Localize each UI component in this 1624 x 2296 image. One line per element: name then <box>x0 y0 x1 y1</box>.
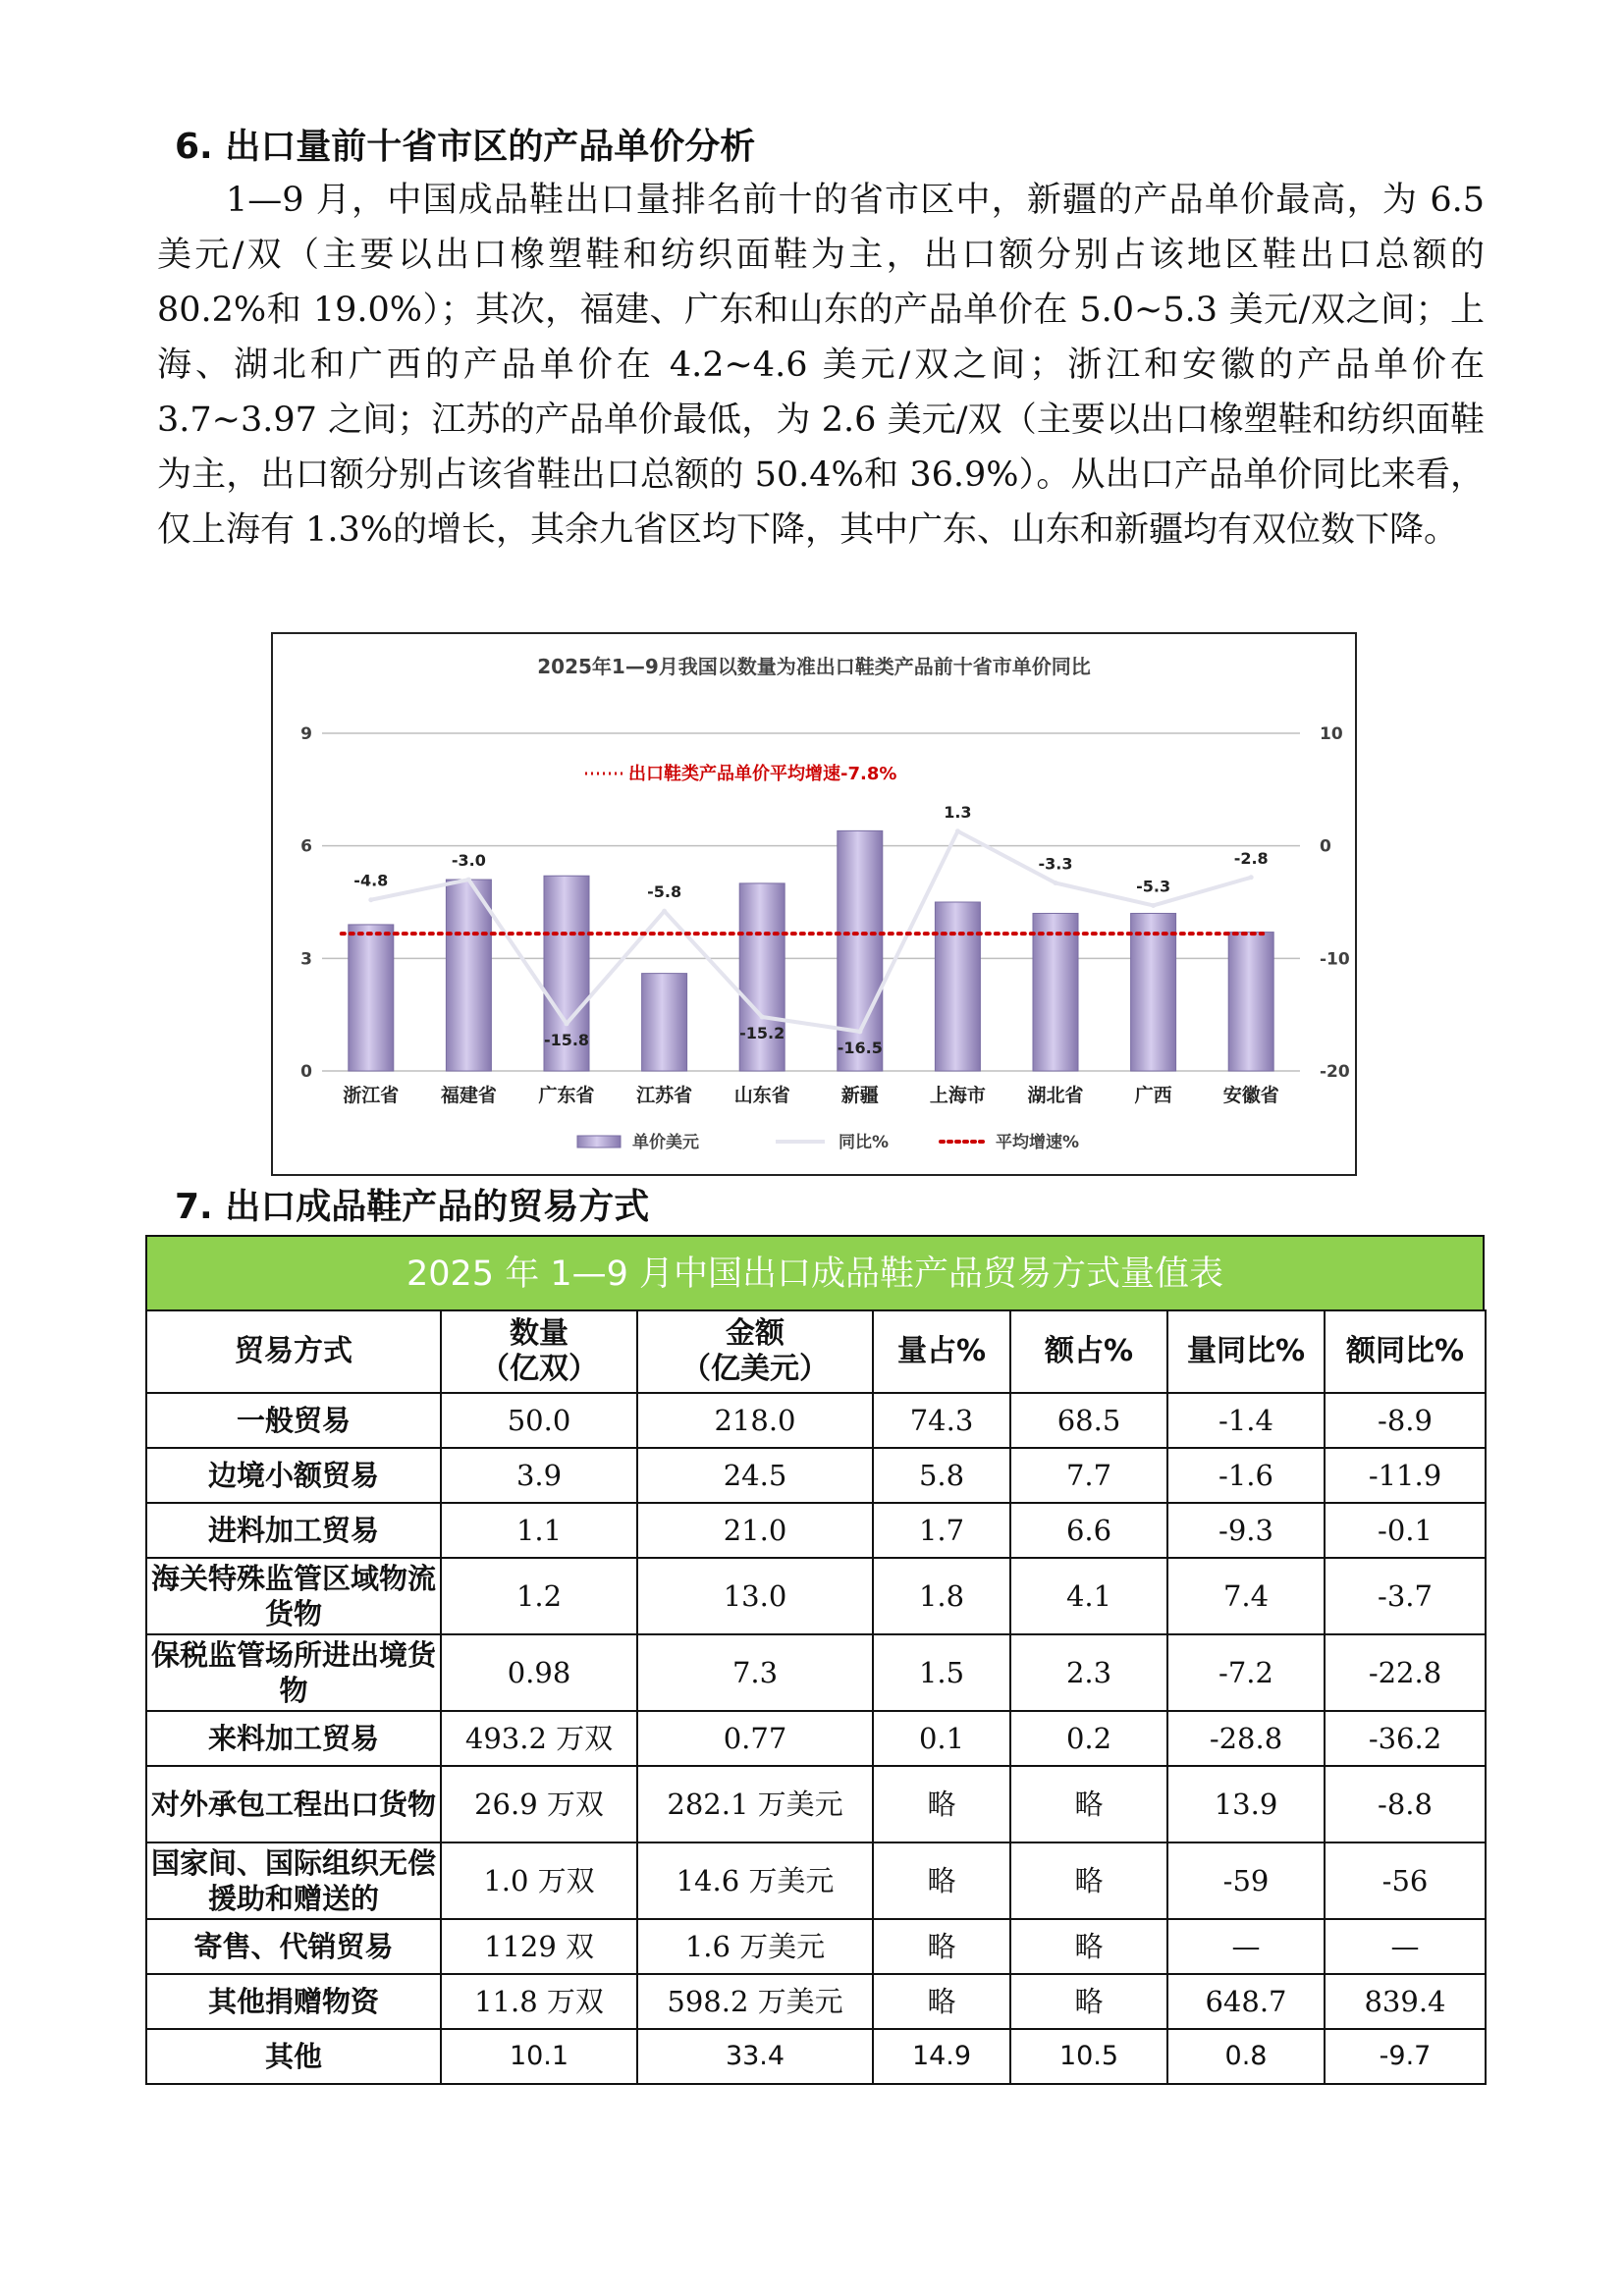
line-point <box>1249 875 1254 880</box>
table-cell: 13.0 <box>637 1558 873 1634</box>
data-label: -16.5 <box>837 1038 883 1057</box>
bar <box>739 883 785 1071</box>
table-cell: 493.2 万双 <box>441 1711 637 1766</box>
legend-label: 单价美元 <box>632 1133 699 1152</box>
x-tick-label: 新疆 <box>840 1085 879 1106</box>
section-7-heading: 7. 出口成品鞋产品的贸易方式 <box>175 1187 650 1227</box>
table-row <box>146 1393 1486 1448</box>
chart-canvas <box>273 634 1355 1174</box>
row-label: 寄售、代销贸易 <box>146 1919 441 1974</box>
table-cell: 74.3 <box>873 1393 1010 1448</box>
x-tick-label: 江苏省 <box>636 1085 693 1106</box>
section-6-heading: 6. 出口量前十省市区的产品单价分析 <box>175 127 756 167</box>
row-label: 保税监管场所进出境货物 <box>146 1634 441 1711</box>
data-label: -15.2 <box>739 1023 785 1042</box>
table-cell: -22.8 <box>1325 1634 1486 1711</box>
table-cell: -1.4 <box>1167 1393 1325 1448</box>
row-label: 对外承包工程出口货物 <box>146 1766 441 1842</box>
line-point <box>368 897 373 902</box>
table-cell: 1.1 <box>441 1503 637 1558</box>
y-right-tick-label: 10 <box>1320 724 1343 744</box>
bar <box>642 974 687 1071</box>
table-cell: 略 <box>873 1842 1010 1919</box>
row-label: 一般贸易 <box>146 1393 441 1448</box>
table-cell: 1.7 <box>873 1503 1010 1558</box>
table-cell: 略 <box>1010 1842 1167 1919</box>
table-cell: -9.3 <box>1167 1503 1325 1558</box>
column-header: 量占% <box>873 1310 1010 1393</box>
table-cell: 略 <box>873 1919 1010 1974</box>
x-tick-label: 广西 <box>1134 1085 1172 1106</box>
table-cell: 7.3 <box>637 1634 873 1711</box>
x-tick-label: 上海市 <box>929 1085 986 1106</box>
table-cell: -9.7 <box>1325 2029 1486 2084</box>
table-cell: 839.4 <box>1325 1974 1486 2029</box>
row-label: 国家间、国际组织无偿援助和赠送的 <box>146 1842 441 1919</box>
table-cell: 1.2 <box>441 1558 637 1634</box>
bar <box>349 925 394 1071</box>
table-row <box>146 1503 1486 1558</box>
y-right-tick-label: 0 <box>1320 836 1331 857</box>
column-header: 数量 （亿双） <box>441 1310 637 1393</box>
row-label: 其他捐赠物资 <box>146 1974 441 2029</box>
x-tick-label: 安徽省 <box>1222 1085 1279 1106</box>
table-cell: 略 <box>1010 1974 1167 2029</box>
table-row <box>146 2029 1486 2084</box>
legend-label: 平均增速% <box>996 1133 1080 1152</box>
legend-swatch-bar <box>577 1136 621 1148</box>
data-label: -4.8 <box>353 871 389 890</box>
bar <box>1131 913 1176 1071</box>
line-point <box>857 1029 862 1034</box>
table-cell: 2.3 <box>1010 1634 1167 1711</box>
table-cell: 11.8 万双 <box>441 1974 637 2029</box>
table-cell: 33.4 <box>637 2029 873 2084</box>
y-left-tick-label: 6 <box>300 836 312 857</box>
x-tick-label: 湖北省 <box>1027 1085 1084 1106</box>
column-header: 额占% <box>1010 1310 1167 1393</box>
line-point <box>565 1021 569 1026</box>
table-cell: -56 <box>1325 1842 1486 1919</box>
table-cell: -28.8 <box>1167 1711 1325 1766</box>
table-cell: 6.6 <box>1010 1503 1167 1558</box>
table-cell: 略 <box>873 1766 1010 1842</box>
column-header: 额同比% <box>1325 1310 1486 1393</box>
y-right-tick-label: -10 <box>1320 949 1350 970</box>
y-left-tick-label: 0 <box>300 1062 312 1082</box>
table-cell: -7.2 <box>1167 1634 1325 1711</box>
bar <box>1033 913 1078 1071</box>
data-label: -2.8 <box>1233 848 1269 868</box>
table-row <box>146 1766 1486 1842</box>
column-header: 金额 （亿美元） <box>637 1310 873 1393</box>
table-cell: — <box>1167 1919 1325 1974</box>
table-cell: 7.4 <box>1167 1558 1325 1634</box>
table-cell: 13.9 <box>1167 1766 1325 1842</box>
table-cell: 598.2 万美元 <box>637 1974 873 2029</box>
line-point <box>955 828 960 833</box>
table-cell: -11.9 <box>1325 1448 1486 1503</box>
trade-method-table <box>145 1309 1487 2085</box>
row-label: 进料加工贸易 <box>146 1503 441 1558</box>
bar <box>838 830 883 1071</box>
bar <box>446 880 491 1071</box>
line-point <box>1151 903 1156 908</box>
table-header-row <box>146 1310 1486 1393</box>
x-tick-label: 广东省 <box>538 1085 595 1106</box>
line-point <box>466 878 471 882</box>
table-cell: 10.1 <box>441 2029 637 2084</box>
table-cell: 0.77 <box>637 1711 873 1766</box>
table-row <box>146 1974 1486 2029</box>
chart-title: 2025年1—9月我国以数量为准出口鞋类产品前十省市单价同比 <box>537 655 1091 678</box>
line-point <box>662 909 667 914</box>
data-label: -3.3 <box>1038 854 1073 874</box>
table-cell: 10.5 <box>1010 2029 1167 2084</box>
legend-label: 同比% <box>839 1133 890 1152</box>
data-label: 1.3 <box>944 802 972 822</box>
table-cell: 略 <box>1010 1766 1167 1842</box>
table-row <box>146 1448 1486 1503</box>
table-cell: 14.6 万美元 <box>637 1842 873 1919</box>
row-label: 其他 <box>146 2029 441 2084</box>
table-cell: 0.1 <box>873 1711 1010 1766</box>
table-cell: -8.8 <box>1325 1766 1486 1842</box>
table-cell: 3.9 <box>441 1448 637 1503</box>
x-tick-label: 山东省 <box>733 1085 790 1106</box>
table-cell: -8.9 <box>1325 1393 1486 1448</box>
table-title: 2025 年 1—9 月中国出口成品鞋产品贸易方式量值表 <box>145 1235 1485 1309</box>
data-label: -5.8 <box>647 882 682 902</box>
row-label: 来料加工贸易 <box>146 1711 441 1766</box>
table-cell: 68.5 <box>1010 1393 1167 1448</box>
table-cell: 282.1 万美元 <box>637 1766 873 1842</box>
table-cell: -3.7 <box>1325 1558 1486 1634</box>
bar <box>935 902 980 1071</box>
y-left-tick-label: 3 <box>300 949 312 970</box>
table-cell: 1129 双 <box>441 1919 637 1974</box>
table-cell: -36.2 <box>1325 1711 1486 1766</box>
table-cell: 略 <box>873 1974 1010 2029</box>
data-label: -15.8 <box>543 1030 590 1049</box>
table-cell: 1.0 万双 <box>441 1842 637 1919</box>
table-cell: 1.8 <box>873 1558 1010 1634</box>
table-cell: 0.2 <box>1010 1711 1167 1766</box>
row-label: 边境小额贸易 <box>146 1448 441 1503</box>
bar <box>1228 933 1273 1071</box>
table-cell: 1.6 万美元 <box>637 1919 873 1974</box>
y-left-tick-label: 9 <box>300 724 312 744</box>
table-cell: 14.9 <box>873 2029 1010 2084</box>
row-label: 海关特殊监管区域物流货物 <box>146 1558 441 1634</box>
table-cell: 1.5 <box>873 1634 1010 1711</box>
chart-annotation: 出口鞋类产品单价平均增速-7.8% <box>628 764 897 784</box>
table-cell: -59 <box>1167 1842 1325 1919</box>
unit-price-chart <box>271 632 1357 1176</box>
table-cell: -1.6 <box>1167 1448 1325 1503</box>
column-header: 量同比% <box>1167 1310 1325 1393</box>
table-row <box>146 1919 1486 1974</box>
table-cell: -0.1 <box>1325 1503 1486 1558</box>
line-point <box>760 1014 765 1019</box>
table-cell: 5.8 <box>873 1448 1010 1503</box>
x-tick-label: 福建省 <box>440 1085 497 1106</box>
table-cell: 648.7 <box>1167 1974 1325 2029</box>
table-cell: 50.0 <box>441 1393 637 1448</box>
table-cell: 4.1 <box>1010 1558 1167 1634</box>
table-cell: 略 <box>1010 1919 1167 1974</box>
table-cell: 218.0 <box>637 1393 873 1448</box>
section-6-paragraph: 1—9 月，中国成品鞋出口量排名前十的省市区中，新疆的产品单价最高，为 6.5 美元/双（主要以出口橡塑鞋和纺织面鞋为主，出口额分别占该地区鞋出口总额的 80.2%和 19.0%）；其次，福建、广东和山东的产品单价在 5.0~5.3 美元/双之间；上海、湖北和广西的产品单价在 4.2~4.6 美元/双之间；浙江和安徽的产品单价在 3.7~3.97 之间；江苏的产品单价最低，为 2.6 美元/双（主要以出口橡塑鞋和纺织面鞋为主，出口额分别占该省鞋出口总额的 50.4%和 36.9%）。从出口产品单价同比来看，仅上海有 1.3%的增长，其余九省区均下降，其中广东、山东和新疆均有双位数下降。 <box>157 181 1485 550</box>
table-cell: 24.5 <box>637 1448 873 1503</box>
table-cell: 7.7 <box>1010 1448 1167 1503</box>
y-right-tick-label: -20 <box>1320 1062 1350 1082</box>
table-cell: 0.8 <box>1167 2029 1325 2084</box>
line-point <box>1054 881 1058 885</box>
table-cell: 0.98 <box>441 1634 637 1711</box>
column-header: 贸易方式 <box>146 1310 441 1393</box>
table-cell: 21.0 <box>637 1503 873 1558</box>
table-row <box>146 1558 1486 1634</box>
table-row <box>146 1842 1486 1919</box>
table-row <box>146 1634 1486 1711</box>
data-label: -5.3 <box>1136 877 1171 896</box>
table-cell: 26.9 万双 <box>441 1766 637 1842</box>
x-tick-label: 浙江省 <box>343 1085 400 1106</box>
data-label: -3.0 <box>451 851 486 871</box>
table-cell: — <box>1325 1919 1486 1974</box>
series-line-yoy <box>371 831 1251 1032</box>
table-row <box>146 1711 1486 1766</box>
